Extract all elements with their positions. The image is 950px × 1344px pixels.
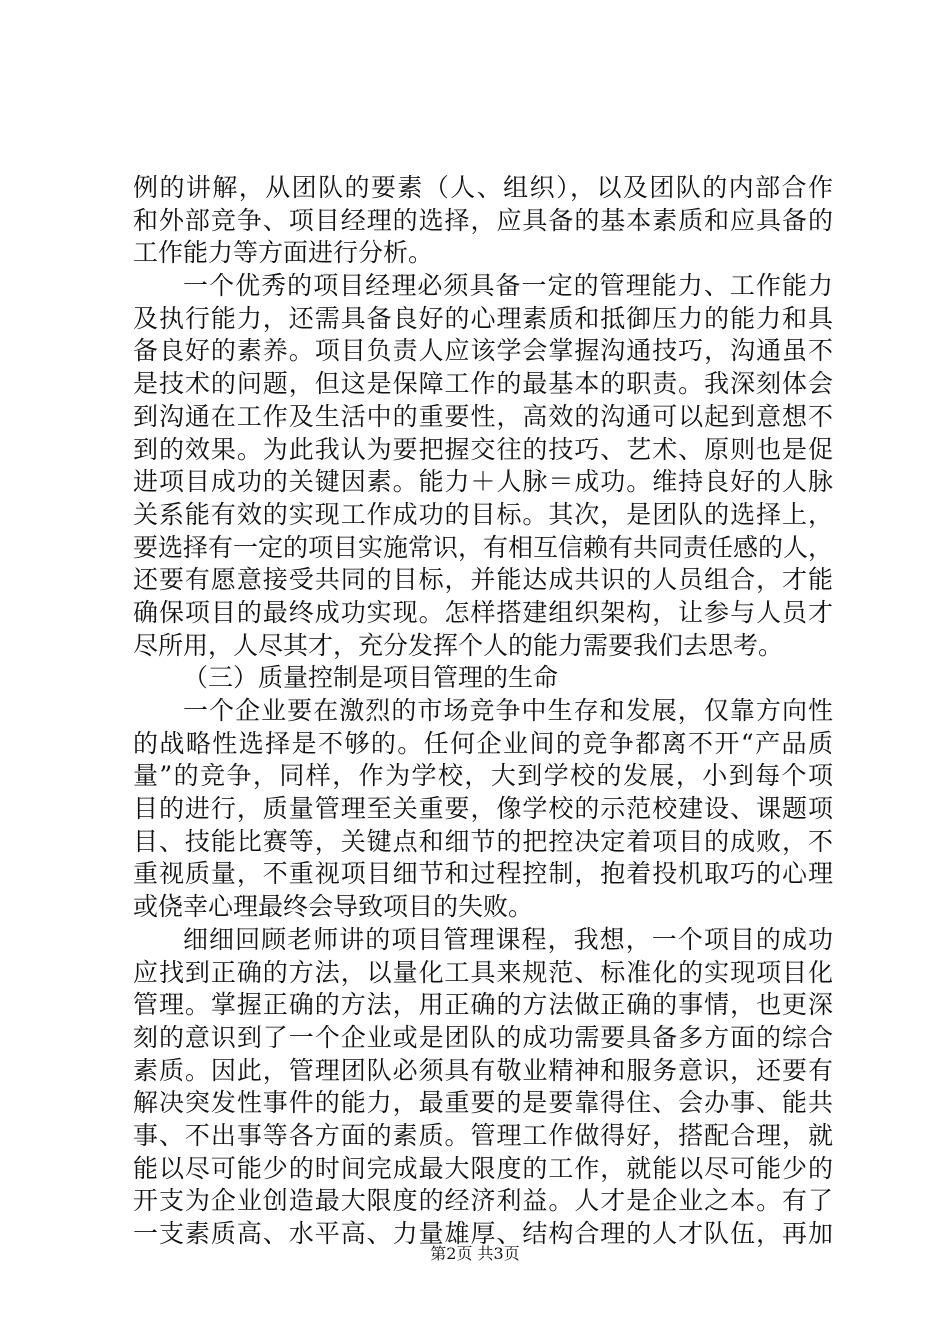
text-line: 开支为企业创造最大限度的经济利益。人才是企业之本。有了	[133, 1186, 833, 1216]
text-line: 进项目成功的关键因素。能力＋人脉＝成功。维持良好的人脉	[133, 467, 833, 497]
text-line: 和外部竞争、项目经理的选择，应具备的基本素质和应具备的	[133, 205, 833, 235]
text-line: 目的进行，质量管理至关重要，像学校的示范校建设、课题项	[133, 794, 833, 824]
text-line: 管理。掌握正确的方法，用正确的方法做正确的事情，也更深	[133, 990, 833, 1020]
text-line: 能以尽可能少的时间完成最大限度的工作，就能以尽可能少的	[133, 1153, 833, 1183]
section-heading: （三）质量控制是项目管理的生命	[183, 663, 559, 693]
page-footer: 第2页 共3页	[430, 1244, 520, 1263]
text-line: 例的讲解，从团队的要素（人、组织），以及团队的内部合作	[133, 173, 833, 202]
text-line: 及执行能力，还需具备良好的心理素质和抵御压力的能力和具	[133, 303, 833, 333]
text-line: 素质。因此，管理团队必须具有敬业精神和服务意识，还要有	[133, 1055, 833, 1085]
text-line: 要选择有一定的项目实施常识，有相互信赖有共同责任感的人，	[133, 532, 834, 562]
text-line: 尽所用，人尽其才，充分发挥个人的能力需要我们去思考。	[133, 630, 784, 660]
paragraph-first-line: 细细回顾老师讲的项目管理课程，我想，一个项目的成功	[183, 924, 833, 954]
text-line: 重视质量，不重视项目细节和过程控制，抱着投机取巧的心理	[133, 859, 833, 889]
text-line: 到沟通在工作及生活中的重要性，高效的沟通可以起到意想不	[133, 401, 833, 431]
text-line: 目、技能比赛等，关键点和细节的把控决定着项目的成败，不	[133, 826, 833, 856]
paragraph-first-line: 一个优秀的项目经理必须具备一定的管理能力、工作能力	[183, 271, 833, 301]
text-line: 刻的意识到了一个企业或是团队的成功需要具备多方面的综合	[133, 1022, 833, 1052]
document-body	[133, 172, 833, 1251]
text-line: 一支素质高、水平高、力量雄厚、结构合理的人才队伍，再加	[133, 1219, 833, 1248]
text-line: 备良好的素养。项目负责人应该学会掌握沟通技巧，沟通虽不	[133, 336, 833, 366]
text-line: 解决突发性事件的能力，最重要的是要靠得住、会办事、能共	[133, 1088, 833, 1118]
text-line: 确保项目的最终成功实现。怎样搭建组织架构，让参与人员才	[133, 597, 833, 627]
text-line: 关系能有效的实现工作成功的目标。其次，是团队的选择上，	[133, 499, 833, 529]
paragraph-first-line: 一个企业要在激烈的市场竞争中生存和发展，仅靠方向性	[183, 696, 833, 725]
text-line: 应找到正确的方法，以量化工具来规范、标准化的实现项目化	[133, 957, 833, 987]
text-line: 或侥幸心理最终会导致项目的失败。	[133, 892, 534, 922]
text-line: 工作能力等方面进行分析。	[133, 238, 434, 268]
text-line: 的战略性选择是不够的。任何企业间的竞争都离不开“产品质	[133, 728, 833, 758]
text-line: 到的效果。为此我认为要把握交往的技巧、艺术、原则也是促	[133, 434, 833, 464]
text-line: 量”的竞争，同样，作为学校，大到学校的发展，小到每个项	[133, 761, 833, 791]
text-line: 事、不出事等各方面的素质。管理工作做得好，搭配合理，就	[133, 1120, 833, 1150]
text-line: 是技术的问题，但这是保障工作的最基本的职责。我深刻体会	[133, 369, 833, 399]
text-line: 还要有愿意接受共同的目标，并能达成共识的人员组合，才能	[133, 565, 833, 595]
